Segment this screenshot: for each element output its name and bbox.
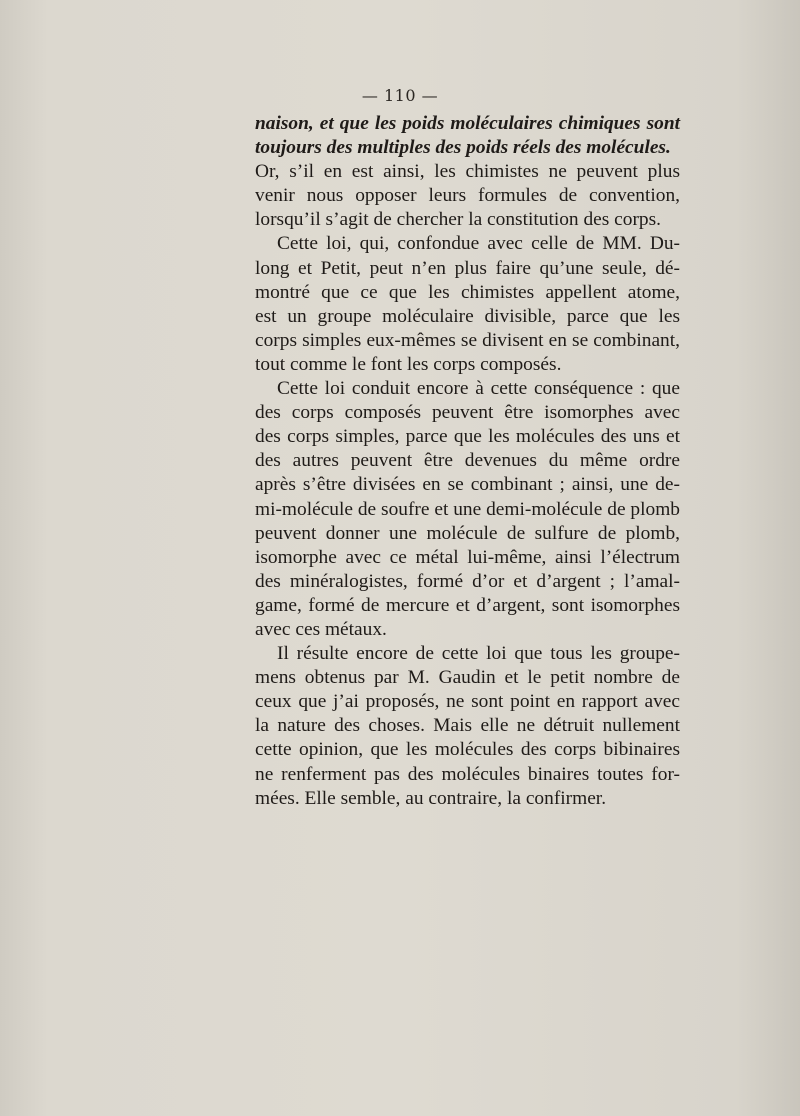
text-line: avec ces métaux. [255,618,387,640]
text-line: peuvent donner une molécule de sulfure de plomb, [255,522,680,544]
text-line: lorsqu’il s’agit de chercher la constitution des corps. [255,209,662,231]
text-line: des corps simples, parce que les molécules des uns et [255,426,680,448]
page-number: — 110 — [361,86,439,105]
text-line: mées. Elle semble, au contraire, la confirmer. [255,787,607,809]
text-line: mi-molécule de soufre et une demi-molécule de plomb [255,498,680,520]
text-line: game, formé de mercure et d’argent, sont isomorphes [255,594,680,616]
text-line: Cette loi conduit encore à cette conséquence : que [277,378,680,400]
text-line: toujours des multiples des poids réels des molécules. [255,137,671,159]
text-line: est un groupe moléculaire divisible, parce que les [255,305,680,327]
text-line: Or, s’il en est ainsi, les chimistes ne peuvent plus [255,161,680,183]
text-line: long et Petit, peut n’en plus faire qu’une seule, dé- [255,257,680,279]
text-line: naison, et que les poids moléculaires chimiques sont [255,113,680,134]
text-line: la nature des choses. Mais elle ne détruit nullement [255,715,680,737]
text-line: Cette loi, qui, confondue avec celle de MM. Du- [277,233,680,255]
text-line: tout comme le font les corps composés. [255,353,562,375]
body-text [255,112,680,811]
text-line: des minéralogistes, formé d’or et d’argent ; l’amal- [255,570,680,592]
text-line: corps simples eux-mêmes se divisent en se combinant, [255,329,680,351]
text-line: des corps composés peuvent être isomorphes avec [255,402,680,424]
text-line: ceux que j’ai proposés, ne sont point en rapport avec [255,691,680,713]
text-line: montré que ce que les chimistes appellent atome, [255,281,680,303]
text-line: après s’être divisées en se combinant ; ainsi, une de- [255,474,680,496]
text-line: mens obtenus par M. Gaudin et le petit nombre de [255,667,680,689]
text-line: venir nous opposer leurs formules de convention, [255,185,680,207]
text-line: des autres peuvent être devenues du même ordre [255,450,680,472]
text-line: isomorphe avec ce métal lui-même, ainsi l’électrum [255,546,680,568]
text-line: Il résulte encore de cette loi que tous les groupe- [277,643,680,665]
text-line: cette opinion, que les molécules des corps bibinaires [255,739,680,761]
text-line: ne renferment pas des molécules binaires toutes for- [255,763,680,785]
